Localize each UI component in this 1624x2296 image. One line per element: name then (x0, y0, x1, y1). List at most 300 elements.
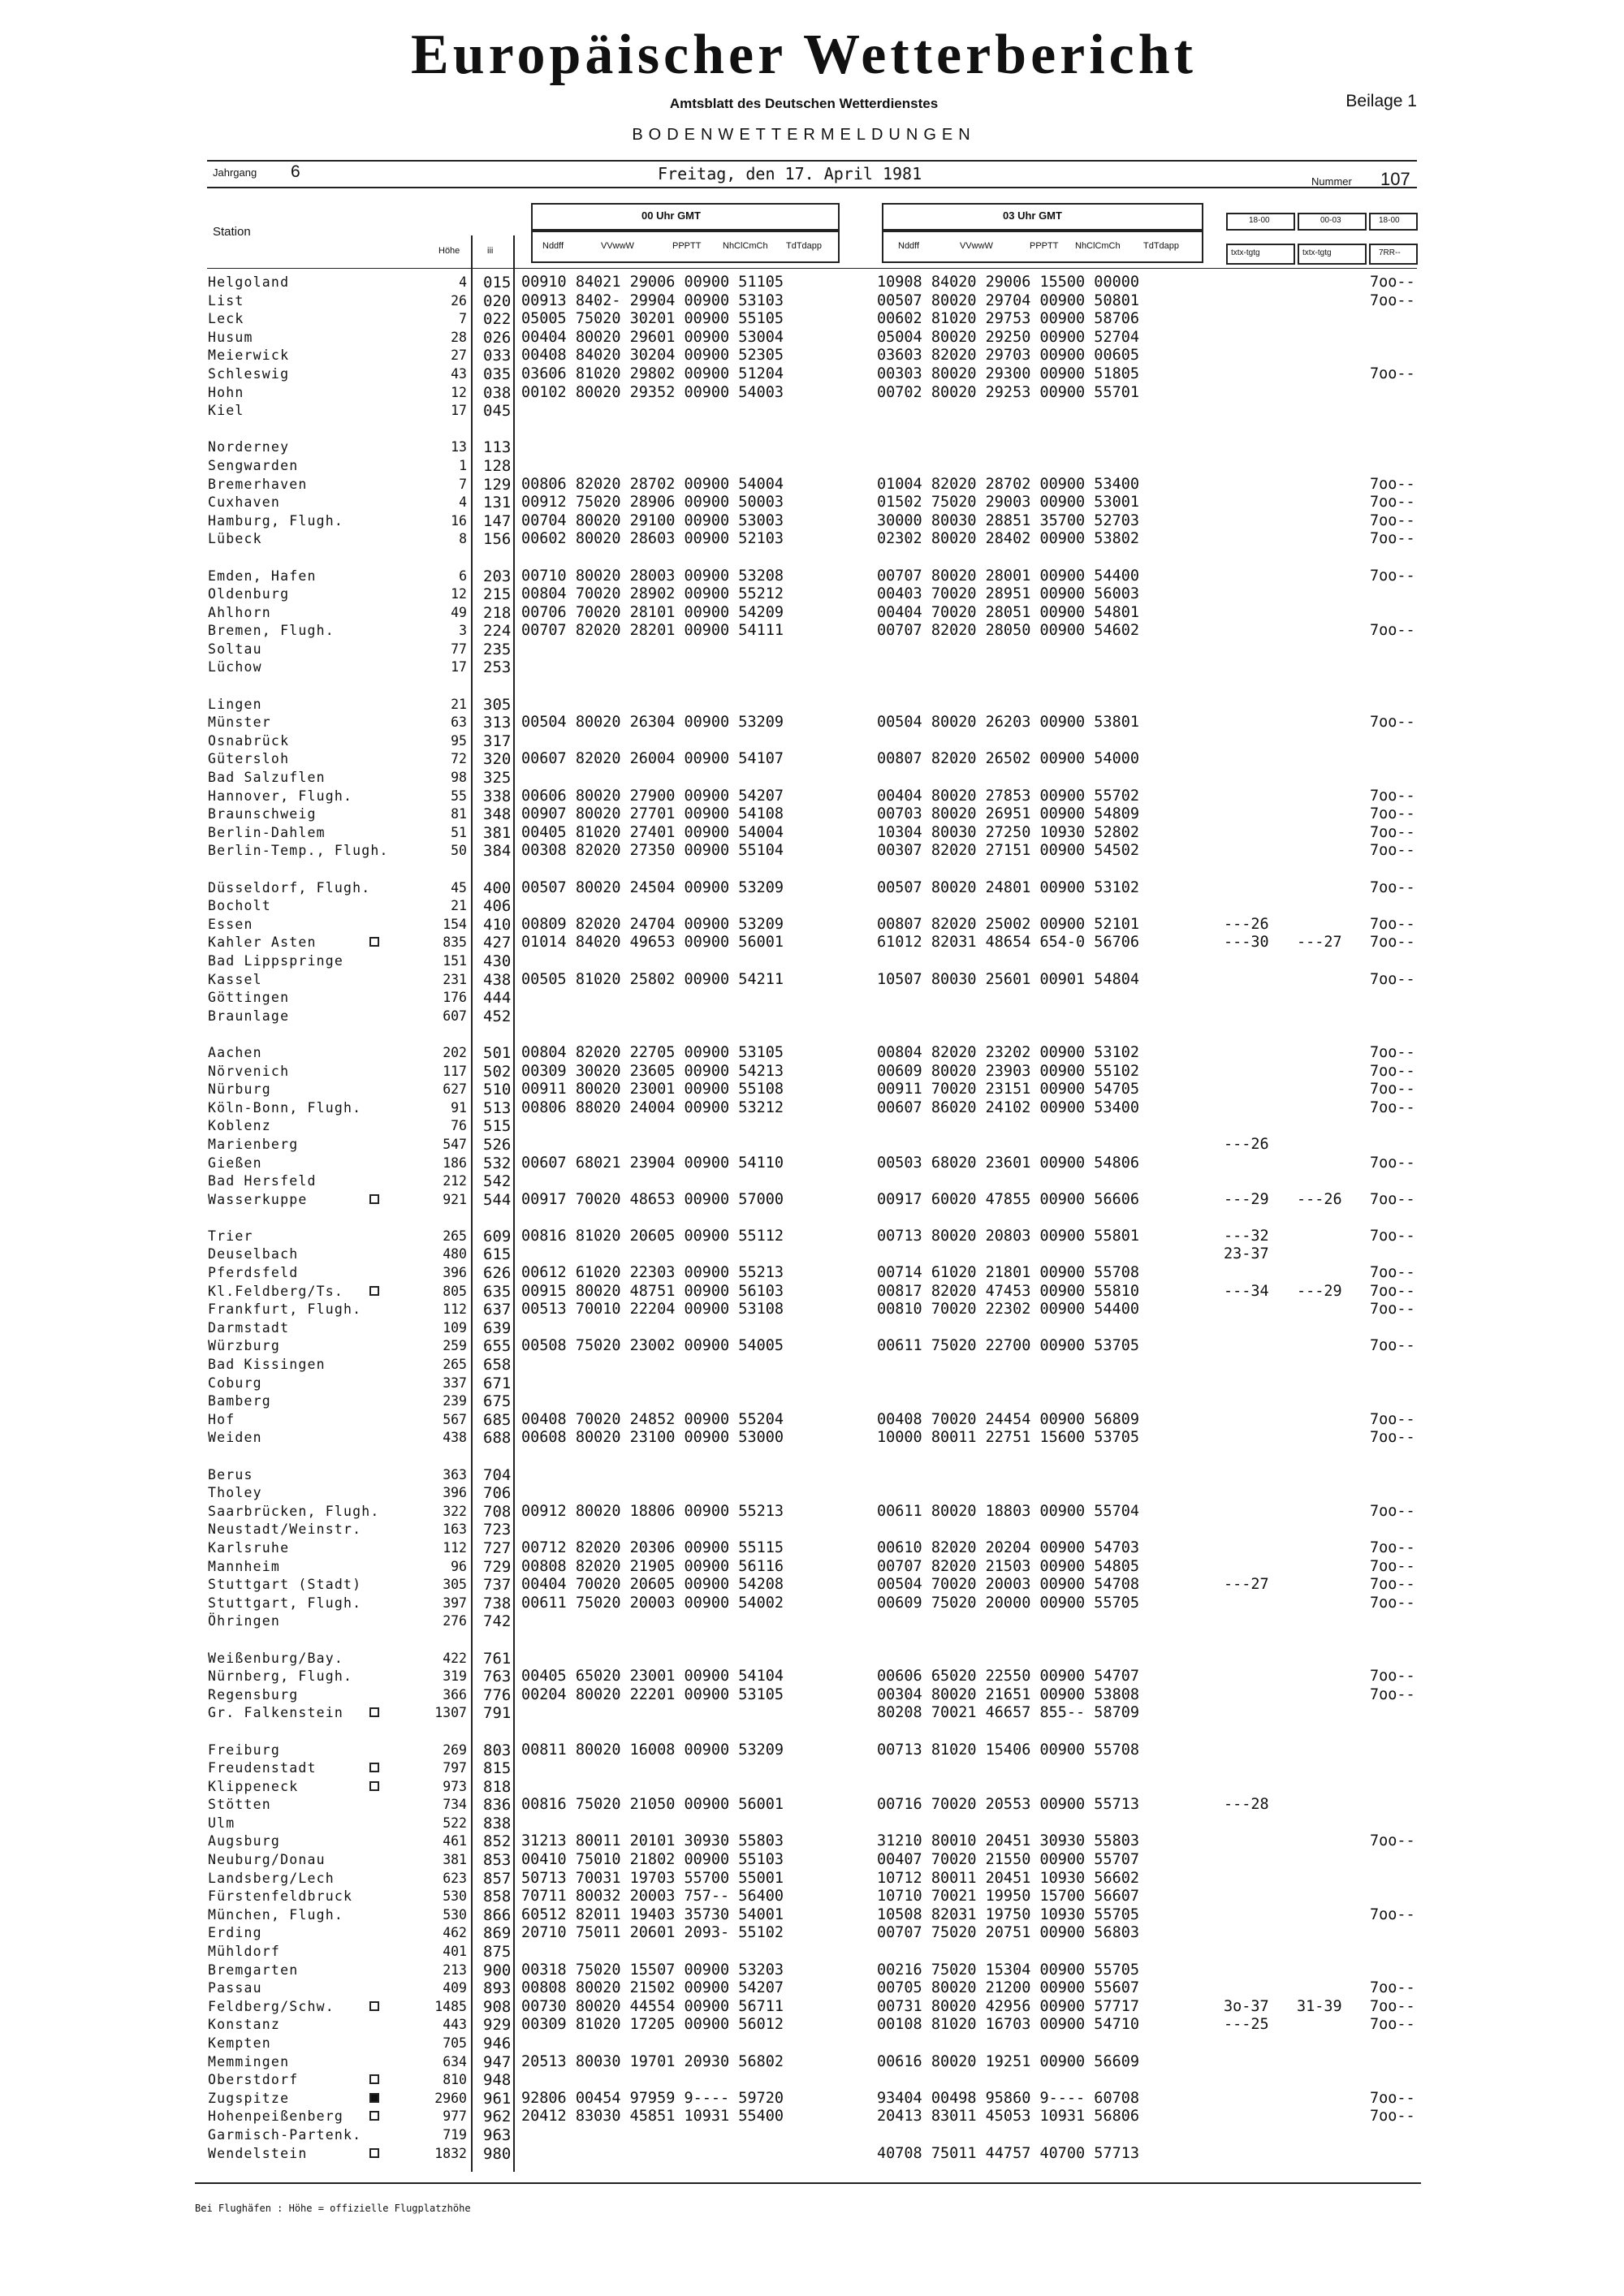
station-height: 634 (443, 2053, 467, 2069)
temp-18-00: ---26 (1224, 1135, 1269, 1153)
station-number: 320 (483, 750, 512, 769)
station-number: 400 (483, 878, 512, 897)
station-number: 026 (483, 328, 512, 347)
station-name: Düsseldorf, Flugh. (208, 879, 371, 896)
station-name: Mannheim (208, 1558, 281, 1574)
col-03-clouds: NhClCmCh (1075, 241, 1121, 251)
table-row (0, 1796, 1624, 1815)
table-row (0, 2053, 1624, 2072)
station-name: Frankfurt, Flugh. (208, 1301, 362, 1318)
section-title: BODENWETTERMELDUNGEN (632, 126, 976, 144)
precip-18-00: 7oo-- (1370, 1905, 1415, 1923)
station-height: 422 (443, 1650, 467, 1666)
station-height: 381 (443, 1852, 467, 1868)
obs-03-gmt: 00713 80020 20803 00900 55801 (877, 1227, 1140, 1245)
obs-03-gmt: 00705 80020 21200 00900 55607 (877, 1979, 1140, 1997)
station-number: 501 (483, 1043, 512, 1062)
obs-03-gmt: 20413 83011 45053 10931 56806 (877, 2108, 1140, 2126)
station-number: 615 (483, 1245, 512, 1264)
station-number: 803 (483, 1741, 512, 1759)
table-row (0, 1099, 1624, 1118)
station-name: Stötten (208, 1797, 271, 1813)
station-name: Helgoland (208, 274, 290, 290)
obs-03-gmt: 00817 82020 47453 00900 55810 (877, 1282, 1140, 1300)
station-height: 49 (451, 604, 467, 620)
station-name: Cuxhaven (208, 494, 281, 511)
station-number: 253 (483, 658, 512, 677)
station-height: 12 (451, 586, 467, 602)
temp-18-00: ---34 (1224, 1282, 1269, 1300)
table-row (0, 1888, 1624, 1906)
station-name: Lüchow (208, 659, 262, 675)
station-name: Ahlhorn (208, 604, 271, 620)
station-name: Lingen (208, 696, 262, 712)
station-name: Stuttgart (Stadt) (208, 1577, 362, 1593)
col-00-vvwww: VVwwW (601, 241, 634, 251)
table-row (0, 1117, 1624, 1136)
station-height: 6 (459, 568, 467, 584)
iii-header: iii (487, 246, 494, 256)
station-number: 128 (483, 456, 512, 475)
station-number: 639 (483, 1318, 512, 1337)
station-height: 96 (451, 1558, 467, 1574)
beilage-label: Beilage 1 (1345, 92, 1417, 110)
precip-18-00: 7oo-- (1370, 1154, 1415, 1172)
station-name: Darmstadt (208, 1319, 290, 1336)
table-row (0, 310, 1624, 329)
open-square-icon (369, 2074, 379, 2084)
obs-00-gmt: 00912 80020 18806 00900 55213 (521, 1502, 784, 1520)
station-name: Emden, Hafen (208, 568, 317, 584)
table-row (0, 2090, 1624, 2108)
obs-00-gmt: 00811 80020 16008 00900 53209 (521, 1741, 784, 1759)
precip-18-00: 7oo-- (1370, 1227, 1415, 1245)
group-spacer (0, 861, 1624, 879)
obs-03-gmt: 00503 68020 23601 00900 54806 (877, 1154, 1140, 1172)
station-name: Würzburg (208, 1338, 281, 1354)
table-row (0, 879, 1624, 898)
obs-00-gmt: 00804 82020 22705 00900 53105 (521, 1043, 784, 1061)
station-height: 265 (443, 1357, 467, 1373)
obs-03-gmt: 00807 82020 25002 00900 52101 (877, 915, 1140, 933)
station-number: 858 (483, 1888, 512, 1906)
precip-18-00: 7oo-- (1370, 567, 1415, 585)
station-number: 637 (483, 1301, 512, 1319)
station-name: Klippeneck (208, 1778, 299, 1794)
table-row (0, 2016, 1624, 2035)
station-name: Nürburg (208, 1081, 271, 1098)
station-number: 737 (483, 1576, 512, 1595)
station-number: 875 (483, 1943, 512, 1962)
table-row (0, 1851, 1624, 1870)
station-name: München, Flugh. (208, 1906, 344, 1923)
obs-00-gmt: 00405 65020 23001 00900 54104 (521, 1668, 784, 1685)
obs-00-gmt: 00602 80020 28603 00900 52103 (521, 530, 784, 548)
table-row (0, 457, 1624, 476)
obs-03-gmt: 00917 60020 47855 00900 56606 (877, 1190, 1140, 1208)
col-03-vvwww: VVwwW (960, 241, 993, 251)
station-height: 322 (443, 1503, 467, 1519)
station-name: Oberstdorf (208, 2072, 299, 2088)
station-number: 235 (483, 640, 512, 658)
station-height: 443 (443, 2017, 467, 2033)
station-number: 727 (483, 1539, 512, 1557)
precip-18-00: 7oo-- (1370, 2089, 1415, 2107)
station-height: 265 (443, 1228, 467, 1244)
station-height: 719 (443, 2126, 467, 2143)
obs-03-gmt: 01004 82020 28702 00900 53400 (877, 475, 1140, 493)
station-name: Bad Lippspringe (208, 952, 344, 969)
station-number: 305 (483, 695, 512, 714)
station-height: 627 (443, 1081, 467, 1098)
table-row (0, 1704, 1624, 1723)
table-row (0, 1815, 1624, 1833)
top-rule (207, 160, 1417, 162)
station-name: Ulm (208, 1815, 235, 1831)
nummer-label: Nummer (1311, 175, 1352, 188)
filled-square-icon (369, 2093, 379, 2103)
table-row (0, 1228, 1624, 1246)
precip-18-00: 7oo-- (1370, 530, 1415, 548)
station-name: Augsburg (208, 1833, 281, 1849)
station-height: 154 (443, 916, 467, 932)
station-number: 147 (483, 511, 512, 530)
temp-18-00: ---27 (1224, 1576, 1269, 1594)
precip-18-00: 7oo-- (1370, 1997, 1415, 2015)
open-square-icon (369, 1286, 379, 1296)
station-height: 77 (451, 641, 467, 657)
obs-00-gmt: 00318 75020 15507 00900 53203 (521, 1961, 784, 1979)
table-row (0, 971, 1624, 990)
table-row (0, 292, 1624, 311)
station-name: Freudenstadt (208, 1760, 317, 1776)
table-row (0, 788, 1624, 806)
station-name: Bremen, Flugh. (208, 623, 335, 639)
obs-03-gmt: 00703 80020 26951 00900 54809 (877, 805, 1140, 823)
station-height: 462 (443, 1925, 467, 1941)
precip-18-00: 7oo-- (1370, 494, 1415, 511)
station-height: 112 (443, 1301, 467, 1318)
precip-18-00: 7oo-- (1370, 1098, 1415, 1116)
station-height: 91 (451, 1099, 467, 1116)
precip-18-00: 7oo-- (1370, 1832, 1415, 1850)
obs-03-gmt: 00606 65020 22550 00900 54707 (877, 1668, 1140, 1685)
table-row (0, 1484, 1624, 1503)
obs-03-gmt: 00804 82020 23202 00900 53102 (877, 1043, 1140, 1061)
station-height: 43 (451, 365, 467, 382)
station-number: 866 (483, 1905, 512, 1924)
obs-00-gmt: 20513 80030 19701 20930 56802 (521, 2052, 784, 2070)
obs-03-gmt: 00911 70020 23151 00900 54705 (877, 1081, 1140, 1098)
table-row (0, 347, 1624, 365)
station-height: 17 (451, 659, 467, 675)
station-name: Neuburg/Donau (208, 1852, 326, 1868)
station-height: 21 (451, 696, 467, 712)
table-row (0, 1924, 1624, 1943)
table-row (0, 1650, 1624, 1668)
open-square-icon (369, 1194, 379, 1204)
station-height: 363 (443, 1466, 467, 1482)
obs-00-gmt: 50713 70031 19703 55700 55001 (521, 1869, 784, 1887)
station-number: 444 (483, 989, 512, 1008)
station-height: 4 (459, 274, 467, 290)
table-row (0, 1429, 1624, 1448)
obs-00-gmt: 00309 81020 17205 00900 56012 (521, 2016, 784, 2034)
group-spacer (0, 1025, 1624, 1044)
station-name: Lübeck (208, 531, 262, 547)
station-name: Osnabrück (208, 732, 290, 749)
obs-00-gmt: 00606 80020 27900 00900 54207 (521, 787, 784, 805)
station-name: Meierwick (208, 347, 290, 364)
precip-18-00: 7oo-- (1370, 1502, 1415, 1520)
station-height: 13 (451, 439, 467, 455)
table-row (0, 365, 1624, 384)
station-number: 513 (483, 1098, 512, 1117)
table-row (0, 916, 1624, 934)
precip-18-00: 7oo-- (1370, 1081, 1415, 1098)
obs-00-gmt: 00308 82020 27350 00900 55104 (521, 842, 784, 860)
station-number: 635 (483, 1282, 512, 1301)
table-row (0, 732, 1624, 751)
station-number: 381 (483, 823, 512, 842)
temp-00-03: ---27 (1297, 934, 1342, 952)
obs-00-gmt: 00913 8402- 29904 00900 53103 (521, 291, 784, 309)
station-number: 410 (483, 915, 512, 934)
group-spacer (0, 677, 1624, 696)
station-number: 203 (483, 567, 512, 585)
open-square-icon (369, 1707, 379, 1717)
station-number: 671 (483, 1374, 512, 1392)
station-name: Weiden (208, 1430, 262, 1446)
obs-03-gmt: 00403 70020 28951 00900 56003 (877, 585, 1140, 603)
obs-00-gmt: 00408 84020 30204 00900 52305 (521, 347, 784, 365)
precip-18-00: 7oo-- (1370, 1576, 1415, 1594)
col-00-ppptt: PPPTT (672, 241, 702, 251)
footnote: Bei Flughäfen : Höhe = offizielle Flugplatzhöhe (195, 2203, 471, 2214)
precip-18-00: 7oo-- (1370, 1190, 1415, 1208)
group-spacer (0, 1209, 1624, 1228)
obs-03-gmt: 00707 75020 20751 00900 56803 (877, 1924, 1140, 1942)
obs-03-gmt: 40708 75011 44757 40700 57713 (877, 2144, 1140, 2162)
obs-00-gmt: 92806 00454 97959 9---- 59720 (521, 2089, 784, 2107)
obs-03-gmt: 10507 80030 25601 00901 54804 (877, 970, 1140, 988)
table-row (0, 1558, 1624, 1577)
station-number: 946 (483, 2035, 512, 2052)
station-name: Braunlage (208, 1008, 290, 1024)
precip-18-00: 7oo-- (1370, 1264, 1415, 1282)
station-name: Nürnberg, Flugh. (208, 1668, 353, 1685)
station-name: Pferdsfeld (208, 1265, 299, 1281)
col-00-clouds: NhClCmCh (723, 241, 768, 251)
precip-18-00: 7oo-- (1370, 1557, 1415, 1575)
station-number: 900 (483, 1961, 512, 1979)
obs-00-gmt: 20710 75011 20601 2093- 55102 (521, 1924, 784, 1942)
station-name: Wendelstein (208, 2145, 308, 2161)
station-name: Norderney (208, 439, 290, 455)
obs-03-gmt: 00731 80020 42956 00900 57717 (877, 1997, 1140, 2015)
station-height: 63 (451, 714, 467, 731)
table-row (0, 1245, 1624, 1264)
subtitle: Amtsblatt des Deutschen Wetterdienstes (669, 96, 939, 111)
table-row (0, 1741, 1624, 1760)
group-spacer (0, 549, 1624, 568)
station-name: Stuttgart, Flugh. (208, 1595, 362, 1611)
obs-03-gmt: 00602 81020 29753 00900 58706 (877, 310, 1140, 328)
precip-18-00: 7oo-- (1370, 511, 1415, 529)
station-name: Wasserkuppe (208, 1191, 308, 1207)
station-name: Konstanz (208, 2017, 281, 2033)
station-height: 797 (443, 1760, 467, 1776)
station-number: 406 (483, 897, 512, 916)
obs-03-gmt: 00407 70020 21550 00900 55707 (877, 1851, 1140, 1869)
temp-18-00: ---26 (1224, 915, 1269, 933)
station-number: 962 (483, 2108, 512, 2126)
station-height: 305 (443, 1577, 467, 1593)
precip-18-00: 7oo-- (1370, 1337, 1415, 1355)
table-row (0, 1172, 1624, 1191)
obs-03-gmt: 10710 70021 19950 15700 56607 (877, 1888, 1140, 1905)
obs-00-gmt: 00808 82020 21905 00900 56116 (521, 1557, 784, 1575)
station-name: Husum (208, 329, 253, 345)
obs-03-gmt: 00807 82020 26502 00900 54000 (877, 750, 1140, 768)
table-row (0, 1191, 1624, 1210)
date-bar-rule (207, 187, 1417, 188)
table-row (0, 1503, 1624, 1521)
precip-18-00: 7oo-- (1370, 823, 1415, 841)
precip-18-00: 7oo-- (1370, 934, 1415, 952)
station-number: 675 (483, 1392, 512, 1411)
obs-03-gmt: 05004 80020 29250 00900 52704 (877, 328, 1140, 346)
precip-18-00: 7oo-- (1370, 475, 1415, 493)
station-height: 530 (443, 1888, 467, 1905)
station-number: 020 (483, 291, 512, 310)
station-height: 16 (451, 512, 467, 529)
station-height: 239 (443, 1393, 467, 1409)
station-name: Regensburg (208, 1686, 299, 1703)
precip-18-00: 7oo-- (1370, 970, 1415, 988)
obs-03-gmt: 00610 82020 20204 00900 54703 (877, 1539, 1140, 1556)
station-height: 810 (443, 2072, 467, 2088)
table-row (0, 1008, 1624, 1026)
t2-sub-label: txtx-tgtg (1302, 248, 1332, 257)
temp-18-00: 3o-37 (1224, 1997, 1269, 2015)
table-row (0, 1264, 1624, 1283)
obs-03-gmt: 00714 61020 21801 00900 55708 (877, 1264, 1140, 1282)
table-row (0, 384, 1624, 403)
station-number: 022 (483, 310, 512, 329)
station-number: 708 (483, 1502, 512, 1521)
table-row (0, 1356, 1624, 1375)
table-row (0, 2071, 1624, 2090)
obs-03-gmt: 00507 80020 29704 00900 50801 (877, 291, 1140, 309)
station-name: Bamberg (208, 1393, 271, 1409)
station-number: 961 (483, 2089, 512, 2108)
station-header: Station (213, 225, 251, 239)
station-height: 1832 (434, 2145, 467, 2161)
precip-18-00: 7oo-- (1370, 878, 1415, 896)
obs-03-gmt: 31210 80010 20451 30930 55803 (877, 1832, 1140, 1850)
station-number: 776 (483, 1685, 512, 1704)
obs-00-gmt: 20412 83030 45851 10931 55400 (521, 2108, 784, 2126)
temp-18-00: ---28 (1224, 1796, 1269, 1814)
station-number: 706 (483, 1484, 512, 1503)
station-height: 76 (451, 1118, 467, 1134)
station-height: 21 (451, 898, 467, 914)
station-number: 852 (483, 1832, 512, 1851)
station-name: Bad Hersfeld (208, 1173, 317, 1189)
station-number: 742 (483, 1612, 512, 1631)
station-name: Hamburg, Flugh. (208, 512, 344, 529)
station-name: Aachen (208, 1044, 262, 1060)
t1-sub-label: txtx-tgtg (1231, 248, 1260, 257)
station-height: 3 (459, 623, 467, 639)
station-number: 544 (483, 1190, 512, 1209)
station-number: 688 (483, 1429, 512, 1448)
station-number: 317 (483, 732, 512, 750)
precip-18-00: 7oo-- (1370, 1429, 1415, 1447)
station-height: 480 (443, 1246, 467, 1262)
station-number: 325 (483, 769, 512, 788)
obs-00-gmt: 00404 70020 20605 00900 54208 (521, 1576, 784, 1594)
station-height: 396 (443, 1265, 467, 1281)
obs-00-gmt: 00607 82020 26004 00900 54107 (521, 750, 784, 768)
table-row (0, 1778, 1624, 1797)
precip-18-00: 7oo-- (1370, 1539, 1415, 1556)
station-name: Feldberg/Schw. (208, 1998, 335, 2014)
table-row (0, 824, 1624, 843)
obs-00-gmt: 00911 80020 23001 00900 55108 (521, 1081, 784, 1098)
group-00-label: 00 Uhr GMT (641, 209, 701, 222)
station-number: 129 (483, 475, 512, 494)
col-00-dewpoint: TdTdapp (786, 241, 823, 251)
obs-03-gmt: 00404 70020 28051 00900 54801 (877, 603, 1140, 621)
group-spacer (0, 1448, 1624, 1466)
station-height: 81 (451, 806, 467, 822)
station-name: Kempten (208, 2035, 271, 2051)
obs-00-gmt: 00710 80020 28003 00900 53208 (521, 567, 784, 585)
station-number: 980 (483, 2144, 512, 2163)
group-spacer (0, 1631, 1624, 1650)
station-number: 045 (483, 402, 512, 421)
temp-18-00: ---30 (1224, 934, 1269, 952)
table-row (0, 476, 1624, 494)
station-height: 547 (443, 1136, 467, 1152)
obs-03-gmt: 10000 80011 22751 15600 53705 (877, 1429, 1140, 1447)
station-name: Landsberg/Lech (208, 1870, 335, 1886)
table-row (0, 1595, 1624, 1613)
t3-label: 18-00 (1379, 216, 1400, 225)
obs-03-gmt: 10712 80011 20451 10930 56602 (877, 1869, 1140, 1887)
station-height: 50 (451, 843, 467, 859)
station-number: 131 (483, 494, 512, 512)
station-height: 4 (459, 494, 467, 511)
obs-00-gmt: 00915 80020 48751 00900 56103 (521, 1282, 784, 1300)
station-name: Berus (208, 1466, 253, 1482)
obs-00-gmt: 00504 80020 26304 00900 53209 (521, 714, 784, 732)
obs-03-gmt: 00304 80020 21651 00900 53808 (877, 1685, 1140, 1703)
obs-00-gmt: 00806 82020 28702 00900 54004 (521, 475, 784, 493)
obs-00-gmt: 00607 68021 23904 00900 54110 (521, 1154, 784, 1172)
temp-00-03: 31-39 (1297, 1997, 1342, 2015)
table-row (0, 1686, 1624, 1705)
station-height: 319 (443, 1668, 467, 1685)
table-row (0, 1668, 1624, 1686)
station-name: Bremerhaven (208, 476, 308, 492)
station-number: 038 (483, 383, 512, 402)
obs-03-gmt: 00404 80020 27853 00900 55702 (877, 787, 1140, 805)
station-number: 430 (483, 952, 512, 970)
station-name: Soltau (208, 641, 262, 657)
